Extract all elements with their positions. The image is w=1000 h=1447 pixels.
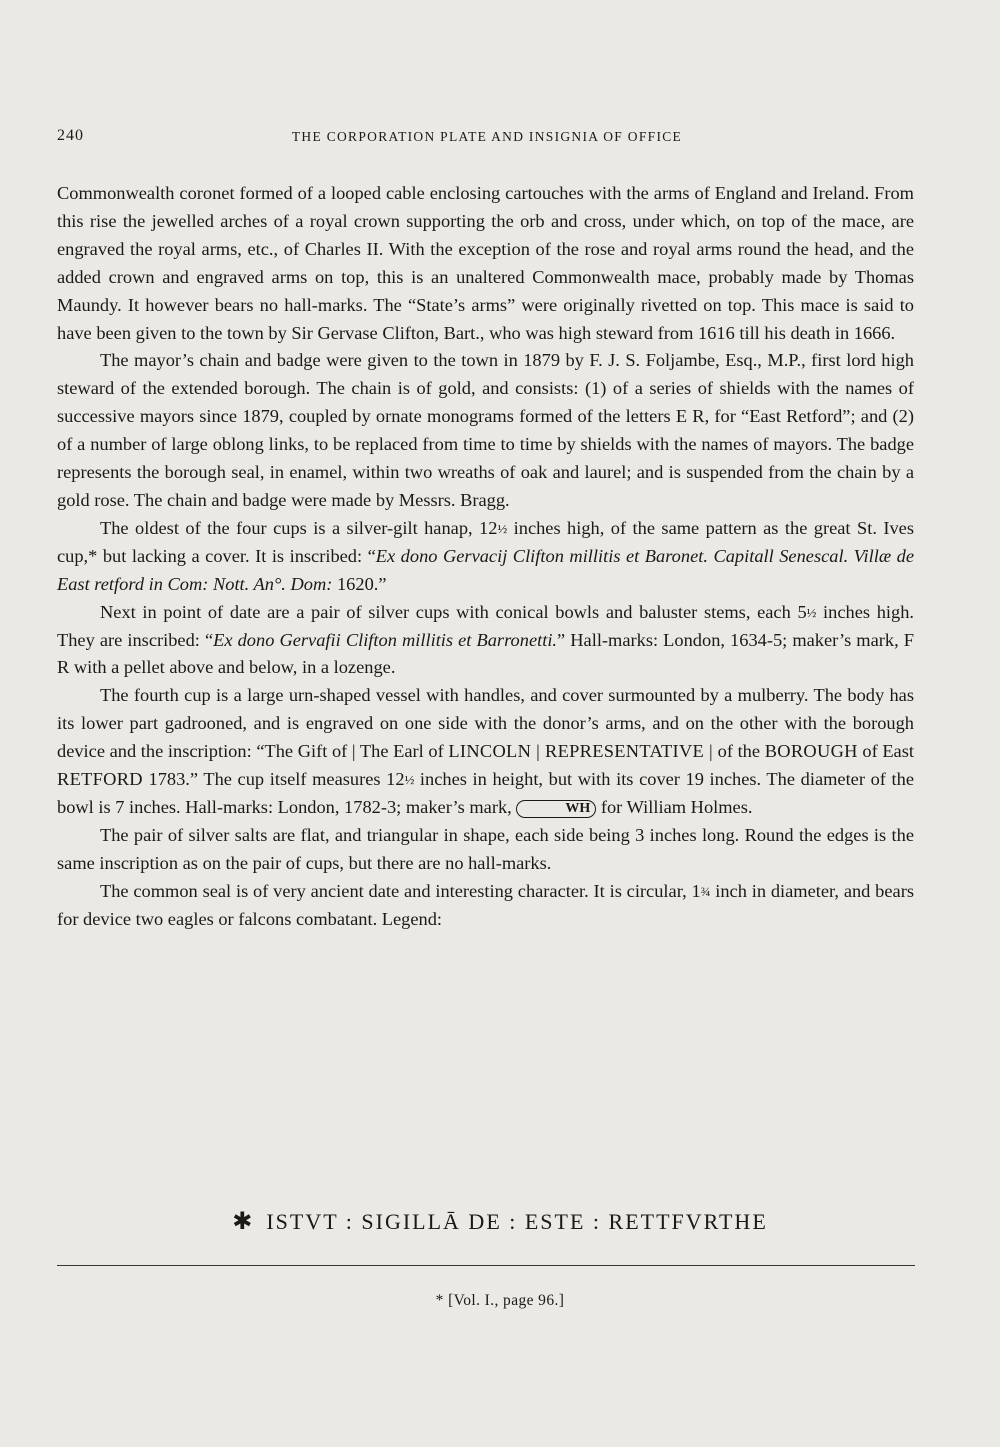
paragraph-text: inches in height, but with its cover 19 inches. The diameter of the bowl is 7 inches. Hall-marks: London, 1782-3; maker’s mark, <box>57 769 914 817</box>
paragraph-text: The oldest of the four cups is a silver-gilt hanap, 12 <box>100 517 498 538</box>
footnote-divider <box>57 1265 915 1266</box>
paragraph-fourth-cup <box>57 682 914 822</box>
footnote: * [Vol. I., page 96.] <box>435 1292 565 1309</box>
paragraph-text: inches high. They are inscribed: “ <box>57 601 914 650</box>
paragraph-text: The mayor’s chain and badge were given to the town in 1879 by F. J. S. Foljambe, Esq., M.P., first lord high steward of the extended borough. The chain is of gold, and consists: (1) of a series of shields with the names of successive mayors since 1879, coupled by ornate monograms formed of the letters E R, for “East Retford”; and (2) of a number of large oblong links, to be replaced from time to time by shields with the names of mayors. The badge represents the borough seal, in enamel, within two wreaths of oak and laurel; and is suspended from the chain by a gold rose. The chain and badge were made by Messrs. Bragg. <box>57 350 914 510</box>
running-title: THE CORPORATION PLATE AND INSIGNIA OF OFFICE <box>291 129 683 144</box>
latin-inscription: Ex dono Gervafii Clifton millitis et Barronetti. <box>213 629 558 650</box>
paragraph-text: The fourth cup is a large urn-shaped vessel with handles, and cover surmounted by a mulberry. The body has its lower part gadrooned, and is engraved on one side with the donor’s arms, and on the other with the borough device and the inscription: “The Gift of | The Earl of <box>57 685 914 762</box>
fraction: ¾ <box>700 883 711 899</box>
paragraph-text: inches high, of the same pattern as the great St. Ives cup,* but lacking a cover. It is inscribed: “ <box>57 517 914 566</box>
fraction: ½ <box>404 772 415 788</box>
fraction: ½ <box>806 604 817 620</box>
inscription-caps: BOROUGH <box>764 741 858 762</box>
paragraph-mace <box>57 180 914 347</box>
page-number: 240 <box>57 127 84 144</box>
page-header <box>57 127 917 151</box>
paragraph-hanap <box>57 515 914 599</box>
paragraph-text: Commonwealth coronet formed of a looped cable enclosing cartouches with the arms of England and Ireland. From this rise the jewelled arches of a royal crown supporting the orb and cross, under which, on top of the mace, are engraved the royal arms, etc., of Charles II. With the exception of the rose and royal arms round the head, and the added crown and engraved arms on top, this is an unaltered Commonwealth mace, probably made by Thomas Maundy. It however bears no hall-marks. The “State’s arms” were originally rivetted on top. This mace is said to have been given to the town by Sir Gervase Clifton, Bart., who was high steward from 1616 till his death in 1666. <box>57 183 914 343</box>
body-text <box>57 180 914 933</box>
inscription-caps: RETFORD <box>57 769 143 790</box>
makers-mark-wh: WH <box>516 800 596 818</box>
paragraph-text: inch in diameter, and bears for device two eagles or falcons combatant. Legend: <box>57 880 914 929</box>
fraction: ½ <box>497 520 508 536</box>
latin-inscription: Ex dono Gervacij Clifton millitis et Baronet. Capitall Senescal. Villæ de East retford in Com: Nott. An°. Dom: <box>57 545 915 594</box>
paragraph-seal <box>57 878 914 934</box>
paragraph-text: of East <box>857 741 914 762</box>
paragraph-text: ” Hall-marks: London, 1634-5; maker’s mark, F R with a pellet above and below, in a lozenge. <box>57 629 914 678</box>
paragraph-salts <box>57 822 914 878</box>
paragraph-text: of the <box>712 741 765 762</box>
paragraph-text: for William Holmes. <box>596 796 753 817</box>
seal-legend-text: ISTVT : SIGILLĀ DE : ESTE : RETTFVRTHE <box>266 1209 768 1234</box>
inscription-caps: LINCOLN | REPRESENTATIVE | <box>448 741 713 762</box>
paragraph-text: The common seal is of very ancient date and interesting character. It is circular, 1 <box>100 880 701 901</box>
paragraph-text: Next in point of date are a pair of silver cups with conical bowls and baluster stems, each 5 <box>100 601 807 622</box>
paragraph-text: The pair of silver salts are flat, and triangular in shape, each side being 3 inches long. Round the edges is the same inscription as on the pair of cups, but there are no hall-marks. <box>57 824 914 873</box>
seal-legend <box>0 1207 1000 1236</box>
star-icon: ✱ <box>232 1209 255 1235</box>
paragraph-text: 1783.” The cup itself measures 12 <box>142 769 405 790</box>
paragraph-text: 1620.” <box>332 573 387 594</box>
paragraph-silver-cups <box>57 599 914 683</box>
paragraph-chain <box>57 347 914 514</box>
